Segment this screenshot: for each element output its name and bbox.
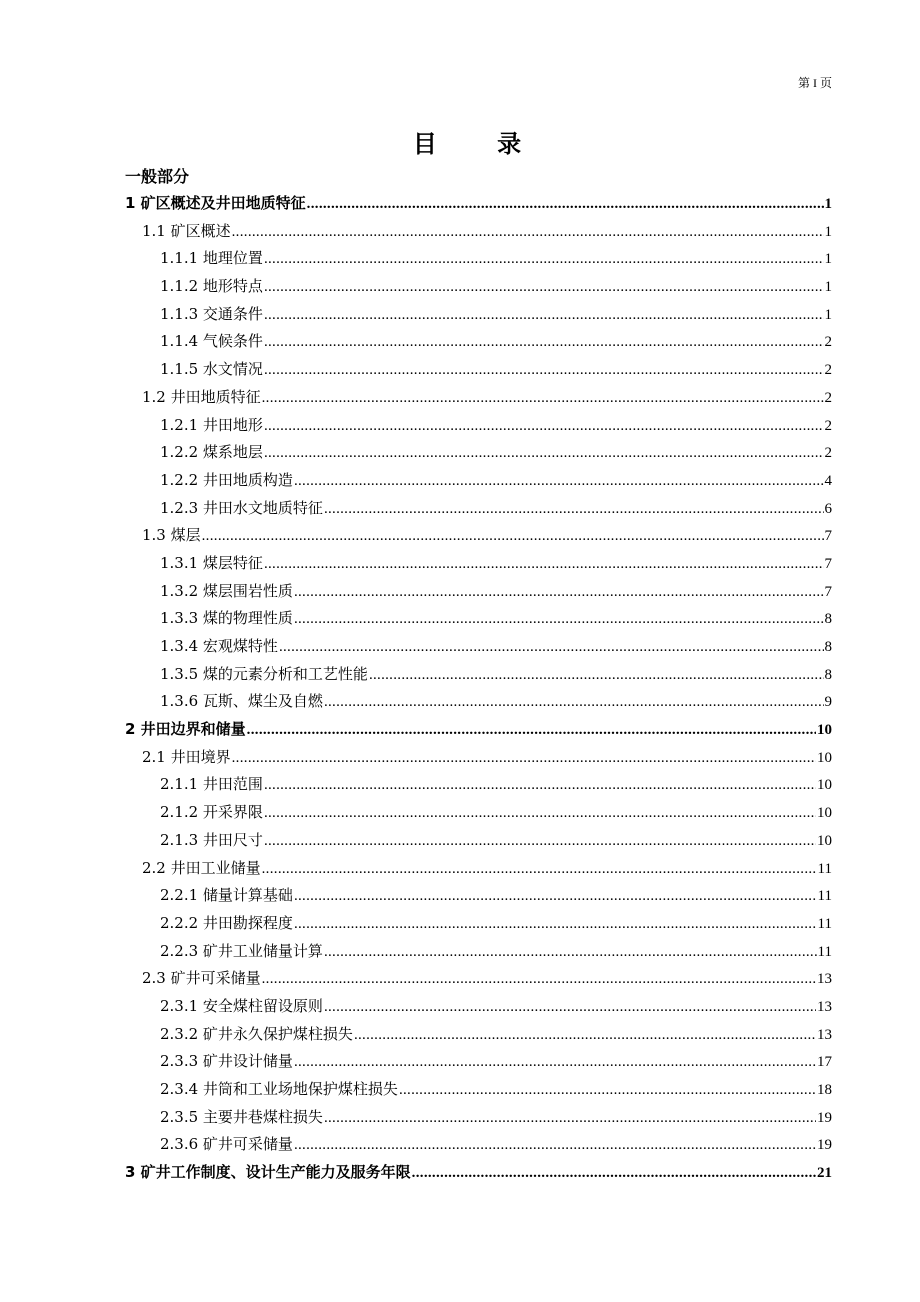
toc-entry-page: 2 (824, 334, 832, 351)
dot-leader (262, 966, 816, 994)
dot-leader (399, 1077, 816, 1105)
dot-leader (264, 357, 824, 385)
toc-entry-title: 1.1.1 地理位置 (160, 249, 263, 268)
toc-entry[interactable] (125, 661, 832, 689)
toc-entry-page: 21 (817, 1165, 832, 1182)
toc-title: 目 录 (412, 130, 548, 158)
toc-entry-title: 2.2.1 储量计算基础 (160, 886, 293, 905)
toc-entry[interactable] (125, 1104, 832, 1132)
toc-entry-page: 13 (817, 998, 832, 1015)
dot-leader (354, 1022, 816, 1050)
dot-leader (264, 413, 824, 441)
dot-leader (264, 800, 816, 828)
dot-leader (324, 994, 816, 1022)
toc-entry-page: 8 (824, 611, 832, 628)
dot-leader (294, 883, 817, 911)
toc-entry-page: 1 (824, 223, 832, 240)
toc-entry-title: 1.3.3 煤的物理性质 (160, 609, 293, 628)
dot-leader (264, 828, 816, 856)
dot-leader (294, 468, 824, 496)
toc-entry-page: 19 (817, 1137, 832, 1154)
toc-entry-page: 8 (824, 666, 832, 683)
dot-leader (264, 274, 824, 302)
toc-entry-title: 2.3.4 井筒和工业场地保护煤柱损失 (160, 1080, 398, 1098)
toc-entry[interactable] (125, 716, 832, 744)
toc-entry[interactable] (125, 384, 832, 412)
toc-entry[interactable] (125, 190, 832, 218)
dot-leader (294, 911, 817, 939)
toc-entry-page: 2 (824, 389, 832, 406)
toc-entry[interactable] (125, 1048, 832, 1076)
dot-leader (202, 523, 824, 551)
toc-entry-title: 2.2.3 矿井工业储量计算 (160, 941, 323, 960)
toc-entry-title: 2 井田边界和储量 (125, 720, 246, 739)
toc-entry[interactable] (125, 495, 832, 523)
toc-entry[interactable] (125, 744, 832, 772)
dot-leader (369, 662, 824, 690)
dot-leader (247, 717, 816, 745)
toc-entry[interactable] (125, 522, 832, 550)
toc-entry-page: 13 (817, 1026, 832, 1043)
page-number: 第 I 页 (798, 76, 832, 90)
toc-entry-title: 2.3.5 主要井巷煤柱损失 (160, 1107, 323, 1126)
toc-entry-page: 10 (817, 805, 832, 822)
toc-entry[interactable] (125, 467, 832, 495)
toc-entry-page: 2 (824, 362, 832, 379)
toc-entry-page: 10 (817, 777, 832, 794)
dot-leader (324, 939, 817, 967)
toc-entry-title: 1.1.5 水文情况 (160, 360, 263, 379)
toc-entry-title: 2.3 矿井可采储量 (142, 969, 261, 988)
toc-entry-page: 6 (824, 500, 832, 517)
toc-entry-page: 2 (824, 445, 832, 462)
toc-entry[interactable] (125, 1021, 832, 1049)
table-of-contents (125, 190, 832, 1187)
toc-entry-title: 1.3.4 宏观煤特性 (160, 637, 278, 655)
toc-entry[interactable] (125, 965, 832, 993)
toc-entry-page: 18 (817, 1082, 832, 1098)
toc-entry[interactable] (125, 771, 832, 799)
dot-leader (232, 219, 824, 247)
toc-entry[interactable] (125, 578, 832, 606)
dot-leader (294, 1132, 816, 1160)
toc-entry-title: 1.2.3 井田水文地质特征 (160, 498, 323, 517)
toc-entry-title: 2.3.2 矿井永久保护煤柱损失 (160, 1024, 353, 1043)
toc-entry-title: 1.3.2 煤层围岩性质 (160, 581, 293, 600)
toc-entry-page: 17 (817, 1054, 832, 1071)
toc-entry-page: 2 (824, 417, 832, 434)
toc-entry[interactable] (125, 910, 832, 938)
toc-entry-page: 7 (824, 555, 832, 572)
toc-entry-title: 1.3.5 煤的元素分析和工艺性能 (160, 664, 368, 683)
dot-leader (324, 496, 824, 524)
section-heading: 一般部分 (125, 167, 190, 186)
dot-leader (264, 551, 824, 579)
toc-entry-title: 1 矿区概述及井田地质特征 (125, 194, 306, 212)
toc-entry-title: 1.1.4 气候条件 (160, 332, 263, 351)
toc-entry-title: 3 矿井工作制度、设计生产能力及服务年限 (125, 1163, 411, 1182)
toc-entry[interactable] (125, 605, 832, 633)
toc-entry-page: 1 (824, 196, 832, 212)
toc-entry-page: 10 (817, 722, 832, 739)
toc-entry[interactable] (125, 827, 832, 855)
toc-entry[interactable] (125, 688, 832, 716)
toc-entry-title: 2.1 井田境界 (142, 747, 231, 766)
toc-entry-page: 10 (817, 832, 832, 849)
toc-entry-title: 2.3.3 矿井设计储量 (160, 1052, 293, 1071)
dot-leader (324, 689, 824, 717)
dot-leader (262, 856, 817, 884)
toc-entry[interactable] (125, 328, 832, 356)
toc-entry-page: 7 (824, 583, 832, 600)
toc-entry-page: 8 (824, 639, 832, 655)
toc-entry-title: 2.3.6 矿井可采储量 (160, 1135, 293, 1154)
toc-entry-page: 4 (824, 472, 832, 489)
toc-entry[interactable] (125, 218, 832, 246)
toc-entry[interactable] (125, 550, 832, 578)
dot-leader (294, 606, 824, 634)
toc-entry-title: 1.2.2 煤系地层 (160, 443, 263, 462)
toc-entry-page: 11 (817, 860, 832, 877)
toc-entry-title: 1.3.6 瓦斯、煤尘及自燃 (160, 692, 323, 711)
toc-entry[interactable] (125, 799, 832, 827)
toc-entry-page: 9 (824, 694, 832, 711)
toc-entry[interactable] (125, 938, 832, 966)
toc-entry[interactable] (125, 633, 832, 661)
toc-entry-title: 1.1 矿区概述 (142, 221, 231, 240)
toc-entry-page: 1 (824, 251, 832, 268)
toc-entry-title: 1.2 井田地质特征 (142, 387, 261, 406)
toc-entry-title: 2.2.2 井田勘探程度 (160, 913, 293, 932)
toc-entry[interactable] (125, 855, 832, 883)
dot-leader (262, 385, 824, 413)
toc-entry-page: 1 (824, 306, 832, 323)
toc-entry[interactable] (125, 1076, 832, 1104)
dot-leader (232, 745, 816, 773)
toc-entry-page: 13 (817, 971, 832, 988)
toc-entry-title: 1.3 煤层 (142, 526, 201, 545)
toc-entry-title: 2.1.3 井田尺寸 (160, 830, 263, 849)
toc-entry-page: 11 (817, 888, 832, 905)
toc-entry-title: 2.3.1 安全煤柱留设原则 (160, 996, 323, 1015)
toc-entry[interactable] (125, 356, 832, 384)
dot-leader (264, 772, 816, 800)
toc-entry-page: 7 (824, 528, 832, 545)
toc-entry[interactable] (125, 245, 832, 273)
dot-leader (294, 579, 824, 607)
toc-entry-title: 2.1.2 开采界限 (160, 803, 263, 822)
toc-entry-page: 10 (817, 749, 832, 766)
dot-leader (264, 302, 824, 330)
dot-leader (279, 634, 824, 662)
toc-entry[interactable] (125, 301, 832, 329)
dot-leader (324, 1105, 816, 1133)
toc-entry-title: 1.2.2 井田地质构造 (160, 470, 293, 489)
toc-entry-title: 2.2 井田工业储量 (142, 858, 261, 877)
toc-entry[interactable] (125, 273, 832, 301)
toc-entry[interactable] (125, 993, 832, 1021)
toc-entry[interactable] (125, 439, 832, 467)
dot-leader (412, 1160, 816, 1188)
dot-leader (264, 440, 824, 468)
dot-leader (307, 191, 824, 219)
toc-entry-title: 1.1.2 地形特点 (160, 277, 263, 296)
toc-entry-page: 11 (817, 915, 832, 932)
toc-entry-title: 1.1.3 交通条件 (160, 304, 263, 323)
toc-entry-title: 1.3.1 煤层特征 (160, 553, 263, 572)
toc-entry-page: 19 (817, 1109, 832, 1126)
dot-leader (294, 1049, 816, 1077)
toc-entry-title: 1.2.1 井田地形 (160, 415, 263, 434)
dot-leader (264, 329, 824, 357)
toc-entry-page: 11 (817, 943, 832, 960)
toc-entry[interactable] (125, 1131, 832, 1159)
toc-entry-title: 2.1.1 井田范围 (160, 775, 263, 794)
toc-entry[interactable] (125, 412, 832, 440)
toc-entry[interactable] (125, 1159, 832, 1187)
toc-entry-page: 1 (824, 279, 832, 296)
dot-leader (264, 246, 824, 274)
toc-entry[interactable] (125, 882, 832, 910)
